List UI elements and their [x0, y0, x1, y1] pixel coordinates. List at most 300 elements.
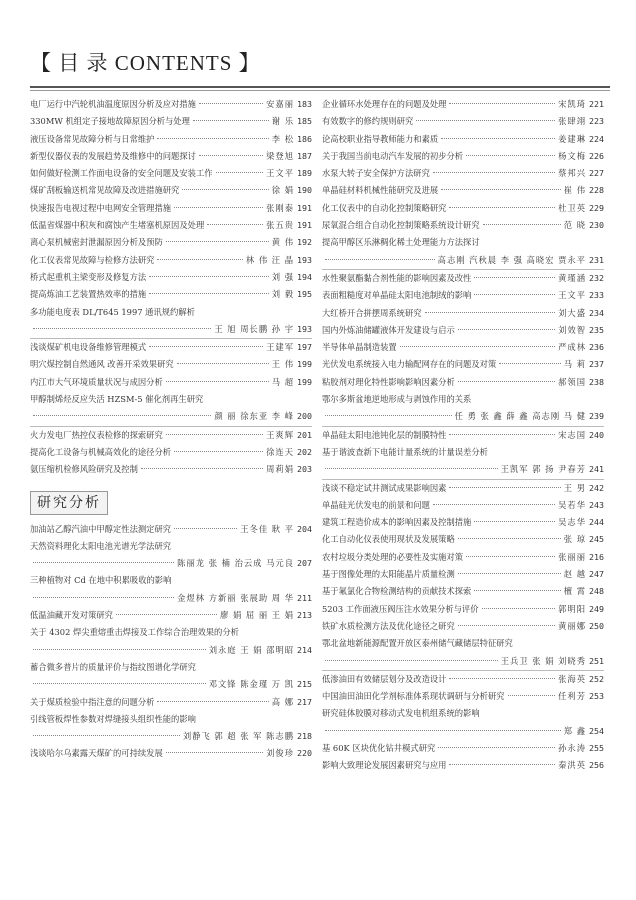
toc-entry[interactable] [322, 322, 604, 339]
entry-page-number: 228 [589, 185, 604, 196]
toc-entry[interactable] [30, 711, 312, 746]
toc-entry[interactable] [30, 182, 312, 199]
entry-title: 5203 工作面液压阀压注水效果分析与评价 [322, 603, 479, 614]
entry-title: 液压设备常见故障分析与日常维护 [30, 133, 155, 144]
entry-author: 崔 伟 [563, 185, 586, 196]
entry-page-number: 242 [589, 482, 604, 493]
dot-leader [149, 293, 269, 294]
toc-entry[interactable] [30, 521, 312, 538]
toc-entry[interactable] [30, 217, 312, 234]
entry-title: 铁矿水质检测方法及优化途径之研究 [322, 620, 455, 631]
toc-entry-line [322, 653, 604, 670]
entry-page-number: 187 [297, 150, 312, 161]
entry-title: 低温油藏开发对策研究 [30, 610, 113, 621]
entry-title: 内江市大气环境质量状况与成因分析 [30, 376, 163, 387]
entry-author: 张刚泰 [266, 202, 294, 213]
toc-entry-line [322, 374, 604, 391]
entry-page-number: 232 [589, 272, 604, 283]
entry-title: 快速报告电视过程中电网安全管理措施 [30, 202, 172, 213]
toc-entry-line [30, 624, 312, 641]
toc-entry[interactable] [322, 618, 604, 635]
entry-page-number: 204 [297, 523, 312, 534]
entry-title: 离心泵机械密封泄漏原因分析及预防 [30, 237, 163, 248]
section-label: 研究分析 [30, 491, 108, 515]
entry-title: 提高炼油工艺装置热效率的措施 [30, 289, 147, 300]
entry-title: 单晶硅材料机械性能研究及进展 [322, 185, 439, 196]
entry-page-number: 229 [589, 202, 604, 213]
dot-leader [482, 608, 556, 609]
entry-page-number: 202 [297, 446, 312, 457]
entry-title: 鄂尔多斯盆地逆地形成与剥蚀作用的关系 [322, 394, 472, 405]
dot-leader [33, 649, 206, 650]
toc-entry[interactable] [30, 286, 312, 303]
entry-author: 宋志国 [558, 429, 586, 440]
dot-leader [483, 224, 561, 225]
toc-entry-line [322, 322, 604, 339]
dot-leader [166, 241, 269, 242]
toc-entry-line [30, 96, 312, 113]
toc-entry-line [322, 757, 604, 774]
entry-author: 林 伟 汪 晶 [245, 254, 294, 265]
toc-entry-line [30, 321, 312, 338]
dot-leader [157, 259, 242, 260]
dot-leader [458, 538, 561, 539]
entry-page-number: 183 [297, 99, 312, 109]
dot-leader [441, 189, 561, 190]
dot-leader [449, 678, 555, 679]
entry-title: 大红桥开合拼摆周系统研究 [322, 307, 422, 318]
entry-page-number: 200 [297, 411, 312, 422]
entry-page-number: 254 [589, 725, 604, 736]
dot-leader [174, 528, 237, 529]
entry-title: 氨压缩机检修风险研究及控制 [30, 464, 138, 475]
entry-author: 王文平 [266, 168, 294, 179]
entry-author: 马 莉 [563, 359, 586, 370]
entry-title: 基于谐波查新下电能计量系统的计量误差分析 [322, 446, 488, 457]
entry-author: 黄 伟 [271, 237, 294, 248]
entry-author: 郭明阳 [558, 603, 586, 614]
toc-entry-line [30, 339, 312, 356]
entry-author: 张海英 [558, 673, 586, 684]
dot-leader [466, 556, 555, 557]
dot-leader [325, 468, 498, 469]
entry-title: 低渗油田有效储层划分及改造设计 [322, 673, 447, 684]
entry-title: 论高校职业指导教师能力和素质 [322, 133, 439, 144]
toc-entry[interactable] [322, 514, 604, 531]
entry-page-number: 252 [589, 673, 604, 684]
toc-entry-line [322, 583, 604, 600]
entry-author: 张丽丽 [558, 551, 586, 562]
toc-entry-line [322, 618, 604, 635]
entry-page-number: 245 [589, 534, 604, 545]
toc-entry-line [30, 538, 312, 555]
entry-author: 吴志华 [558, 517, 586, 528]
entry-page-number: 195 [297, 289, 312, 300]
toc-entry[interactable] [322, 287, 604, 304]
entry-title: 建筑工程造价成本的影响因素及控制措施 [322, 517, 472, 528]
toc-entry[interactable] [322, 444, 604, 480]
entry-author: 高 娜 [271, 696, 294, 707]
entry-title: 多功能电度表 DL/T645 1997 通讯规约解析 [30, 306, 195, 317]
toc-entry[interactable] [322, 217, 604, 234]
entry-page-number: 217 [297, 696, 312, 707]
entry-title: 基 60K 区块优化钻井模式研究 [322, 742, 436, 753]
entry-page-number: 255 [589, 742, 604, 753]
toc-entry-line [322, 497, 604, 514]
entry-page-number: 226 [589, 150, 604, 161]
dot-leader [116, 614, 217, 615]
entry-page-number: 218 [297, 731, 312, 742]
entry-author: 徐 娟 [271, 185, 294, 196]
toc-entry-line [322, 339, 604, 356]
entry-page-number: 251 [589, 655, 604, 666]
toc-entry[interactable] [30, 200, 312, 217]
toc-entry[interactable] [322, 305, 604, 322]
entry-title: 330MW 机组定子接地故障原因分析与处理 [30, 116, 190, 127]
entry-author: 张 琼 [563, 534, 586, 545]
toc-entry[interactable] [30, 252, 312, 269]
entry-title: 关于煤质检验中指注意的问题分析 [30, 696, 155, 707]
entry-title: 鄂北盆地新能源配置开放区泰州储气藏储层特征研究 [322, 638, 513, 649]
entry-title: 化工自动化仪表使用现状及发展策略 [322, 534, 455, 545]
dot-leader [499, 363, 561, 364]
toc-entry-line [322, 96, 604, 113]
toc-entry-line [322, 705, 604, 722]
toc-entry[interactable] [322, 339, 604, 356]
toc-entry[interactable] [322, 583, 604, 600]
entry-page-number: 193 [297, 254, 312, 265]
entry-page-number: 214 [297, 644, 312, 655]
toc-entry-line [322, 270, 604, 287]
dot-leader [325, 259, 435, 260]
toc-entry[interactable] [30, 269, 312, 286]
dot-leader [466, 155, 555, 156]
toc-entry[interactable] [30, 659, 312, 694]
dot-leader [207, 224, 263, 225]
toc-entry[interactable] [322, 480, 604, 497]
toc-entry[interactable] [30, 374, 312, 391]
entry-page-number: 199 [297, 359, 312, 370]
dot-leader [33, 597, 174, 598]
toc-entry-line [30, 217, 312, 234]
toc-entry[interactable] [30, 96, 312, 113]
entry-title: 半导体单晶制造装置 [322, 342, 397, 353]
entry-author: 王兵卫 张 娟 刘晓秀 [500, 655, 586, 666]
entry-title: 低温省煤器中积灰和腐蚀产生堵塞机原因及处理 [30, 220, 205, 231]
dot-leader [166, 752, 263, 753]
dot-leader [149, 346, 263, 347]
toc-entry[interactable] [322, 705, 604, 740]
toc-entry[interactable] [30, 113, 312, 130]
dot-leader [174, 207, 263, 208]
toc-entry[interactable] [322, 549, 604, 566]
dot-leader [449, 103, 555, 104]
entry-title: 表面粗糙度对单晶硅太阳电池制绒的影响 [322, 290, 472, 301]
entry-author: 王冬佳 耿 平 [240, 523, 294, 534]
entry-title: 企业循环水处理存在的问题及处理 [322, 99, 447, 109]
entry-title: 光伏发电系统接入电力输配网存在的问题及对策 [322, 359, 497, 370]
entry-author: 杨文梅 [558, 150, 586, 161]
toc-entry[interactable] [322, 688, 604, 705]
toc-entry[interactable] [322, 757, 604, 774]
dot-leader [400, 346, 555, 347]
toc-entry-line [322, 356, 604, 373]
toc-entry-line [30, 356, 312, 373]
toc-entry[interactable] [322, 671, 604, 688]
dot-leader [182, 189, 268, 190]
entry-page-number: 231 [589, 254, 604, 265]
toc-entry-line [30, 391, 312, 408]
entry-page-number: 193 [297, 323, 312, 334]
entry-page-number: 250 [589, 620, 604, 631]
toc-entry[interactable] [30, 461, 312, 478]
toc-entry[interactable] [322, 601, 604, 618]
entry-title: 关于我国当前电动汽车发展的初步分析 [322, 150, 464, 161]
entry-page-number: 237 [589, 359, 604, 370]
toc-entry-line [30, 427, 312, 444]
dot-leader [325, 730, 561, 731]
entry-page-number: 201 [297, 429, 312, 440]
dot-leader [33, 683, 206, 684]
toc-entry-line [322, 635, 604, 652]
entry-page-number: 234 [589, 307, 604, 318]
entry-page-number: 215 [297, 679, 312, 690]
toc-entry[interactable] [322, 234, 604, 270]
entry-title: 三种植物对 Cd 在地中积累吸收的影响 [30, 575, 172, 586]
toc-entry[interactable] [322, 497, 604, 514]
dot-leader [458, 625, 555, 626]
toc-entry-line [322, 549, 604, 566]
toc-entry-line [30, 444, 312, 461]
toc-entry[interactable] [30, 624, 312, 659]
entry-author: 姜建琳 [558, 133, 586, 144]
dot-leader [474, 521, 555, 522]
toc-entry[interactable] [322, 182, 604, 199]
entry-page-number: 220 [297, 748, 312, 759]
toc-entry[interactable] [30, 427, 312, 444]
toc-entry[interactable] [30, 339, 312, 356]
toc-entry[interactable] [30, 165, 312, 182]
toc-entry-line [322, 671, 604, 688]
toc-entry-line [322, 148, 604, 165]
entry-page-number: 241 [589, 464, 604, 475]
toc-entry-line [322, 165, 604, 182]
toc-entry[interactable] [322, 165, 604, 182]
toc-entry-line [322, 723, 604, 740]
entry-title: 电厂运行中汽轮机油温度原因分析及应对措施 [30, 99, 196, 109]
entry-page-number: 243 [589, 499, 604, 510]
dot-leader [458, 329, 555, 330]
toc-entry[interactable] [322, 270, 604, 287]
entry-page-number: 189 [297, 168, 312, 179]
dot-leader [177, 363, 269, 364]
entry-page-number: 238 [589, 376, 604, 387]
entry-page-number: 235 [589, 324, 604, 335]
entry-title: 提高化工设备与机械高效化的途径分析 [30, 446, 172, 457]
entry-author: 秦洪英 [558, 760, 586, 771]
toc-entry[interactable] [322, 96, 604, 113]
toc-entry-line [322, 408, 604, 425]
dot-leader [441, 138, 555, 139]
toc-entry[interactable] [322, 566, 604, 583]
dot-leader [33, 562, 174, 563]
entry-title: 加油站乙醇汽油中甲醇定性法测定研究 [30, 523, 172, 534]
entry-page-number: 216 [589, 551, 604, 562]
entry-page-number: 191 [297, 220, 312, 231]
entry-author: 王建军 [266, 342, 294, 353]
toc-entry[interactable] [30, 572, 312, 607]
entry-title: 单晶硅太阳电池钝化层的制膜特性 [322, 429, 447, 440]
entry-title: 提高甲醇区乐淋稠化稀土处理能力方法探讨 [322, 237, 480, 248]
dot-leader [149, 276, 269, 277]
toc-entry[interactable] [322, 391, 604, 427]
entry-title: 如何做好检测工作面电设备的安全问题及安装工作 [30, 168, 213, 179]
toc-entry[interactable] [30, 607, 312, 624]
toc-entry-line [30, 113, 312, 130]
entry-title: 蓄合微多普片的质量评价与指纹图谱化学研究 [30, 661, 196, 672]
dot-leader [199, 155, 263, 156]
toc-entry-line [322, 391, 604, 408]
entry-author: 王 男 [563, 482, 586, 493]
dot-leader [449, 764, 555, 765]
entry-page-number: 233 [589, 290, 604, 301]
dot-leader [166, 434, 263, 435]
dot-leader [33, 415, 211, 416]
entry-title: 国内外炼油储罐液体开发建设与启示 [322, 324, 455, 335]
entry-author: 黄丽娜 [558, 620, 586, 631]
entry-title: 新型仪器仪表的发展趋势及维修中的问题探讨 [30, 150, 196, 161]
entry-title: 中国油田油田化学剂标准体系现状调研与分析研究 [322, 691, 505, 702]
entry-title: 浅谈不稳定试井测试成果影响因素 [322, 482, 447, 493]
entry-title: 尿氧混合组合自动化控制策略系统设计研究 [322, 220, 480, 231]
entry-author: 宋凯琦 [558, 99, 586, 109]
entry-title: 桥式起重机主梁变形及修复方法 [30, 271, 147, 282]
toc-entry[interactable] [322, 374, 604, 391]
entry-title: 甲醇制烯烃反应失活 HZSM-5 催化剂再生研究 [30, 394, 204, 405]
entry-author: 王爽辉 [266, 429, 294, 440]
entry-page-number: 240 [589, 429, 604, 440]
toc-entry[interactable] [30, 131, 312, 148]
entry-title: 基于图像处理的太阳能晶片质量检测 [322, 569, 455, 580]
dot-leader [508, 695, 556, 696]
toc-entry-line [30, 234, 312, 251]
entry-title: 浅谈煤矿机电设备维修管理模式 [30, 342, 147, 353]
entry-author: 梁登旭 [266, 150, 294, 161]
entry-author: 任 勇 张 鑫 薛 鑫 高志刚 马 健 [454, 411, 586, 422]
toc-entry[interactable] [322, 356, 604, 373]
entry-author: 谢 乐 [271, 116, 294, 127]
dot-leader [474, 277, 555, 278]
toc-entry-line [322, 427, 604, 444]
entry-author: 张肆翊 [558, 116, 586, 127]
toc-entry[interactable] [30, 538, 312, 573]
dot-leader [433, 172, 555, 173]
toc-entry-line [322, 234, 604, 251]
toc-entry[interactable] [322, 635, 604, 671]
dot-leader [325, 415, 452, 416]
entry-author: 廖 娟 屈 丽 王 娟 [220, 610, 294, 621]
toc-entry[interactable] [322, 131, 604, 148]
toc-entry-line [322, 252, 604, 269]
toc-entry[interactable] [30, 234, 312, 251]
entry-author: 李 松 [271, 133, 294, 144]
toc-entry[interactable] [322, 427, 604, 444]
toc-entry-line [322, 688, 604, 705]
toc-entry[interactable] [30, 391, 312, 427]
entry-page-number: 197 [297, 342, 312, 353]
entry-author: 蔡邦兴 [558, 168, 586, 179]
toc-entry[interactable] [30, 304, 312, 340]
toc-entry-line [322, 200, 604, 217]
entry-author: 王 旭 周长鹏 孙 宇 [214, 323, 294, 334]
entry-author: 杜卫英 [558, 202, 586, 213]
entry-page-number: 227 [589, 168, 604, 179]
entry-author: 马 超 [271, 376, 294, 387]
entry-author: 严成林 [558, 342, 586, 353]
entry-author: 范 晓 [563, 220, 586, 231]
entry-page-number: 224 [589, 133, 604, 144]
toc-entry[interactable] [30, 148, 312, 165]
toc-title: 【 目 录 CONTENTS 】 [30, 51, 261, 75]
entry-author: 王凯军 郭 扬 尹春芳 [500, 464, 586, 475]
toc-entry-line [30, 461, 312, 478]
toc-entry-line [322, 461, 604, 478]
entry-page-number: 247 [589, 569, 604, 580]
toc-entry[interactable] [322, 740, 604, 757]
entry-title: 化工仪表常见故障与检修方法研究 [30, 254, 155, 265]
toc-entry-line [30, 304, 312, 321]
toc-entry[interactable] [30, 694, 312, 711]
toc-entry[interactable] [322, 148, 604, 165]
toc-entry-line [322, 287, 604, 304]
toc-entry-line [30, 408, 312, 425]
toc-entry-line [30, 269, 312, 286]
entry-page-number: 213 [297, 610, 312, 621]
toc-entry[interactable] [322, 113, 604, 130]
toc-entry[interactable] [30, 745, 312, 762]
dot-leader [449, 434, 555, 435]
entry-page-number: 191 [297, 202, 312, 213]
entry-page-number: 221 [589, 99, 604, 109]
entry-author: 邓文锋 陈金瑾 万 凯 [208, 679, 294, 690]
entry-title: 煤矿刮板输送机常见故障及改进措施研究 [30, 185, 180, 196]
entry-title: 关于 4302 焊尖重熔重击焊接及工作综合治理效果的分析 [30, 627, 239, 638]
toc-entry-line [30, 148, 312, 165]
toc-entry[interactable] [30, 444, 312, 461]
toc-entry-line [30, 676, 312, 693]
toc-entry-line [30, 572, 312, 589]
entry-page-number: 236 [589, 342, 604, 353]
dot-leader [449, 487, 560, 488]
toc-entry[interactable] [322, 531, 604, 548]
toc-entry[interactable] [322, 200, 604, 217]
entry-page-number: 249 [589, 603, 604, 614]
dot-leader [157, 138, 268, 139]
toc-entry-line [322, 514, 604, 531]
toc-entry-line [322, 601, 604, 618]
entry-title: 单晶硅光伏发电的前景和问题 [322, 499, 430, 510]
dot-leader [425, 312, 556, 313]
toc-entry[interactable] [30, 356, 312, 373]
entry-author: 高志刚 汽秋晨 李 强 高晓宏 贾永平 [437, 254, 586, 265]
toc-entry-line [30, 252, 312, 269]
entry-author: 刘 强 [271, 271, 294, 282]
entry-page-number: 194 [297, 271, 312, 282]
dot-leader [433, 504, 555, 505]
toc-entry-line [322, 480, 604, 497]
entry-author: 檀 霄 [563, 586, 586, 597]
entry-title: 水泵大转子安全保护方法研究 [322, 168, 430, 179]
